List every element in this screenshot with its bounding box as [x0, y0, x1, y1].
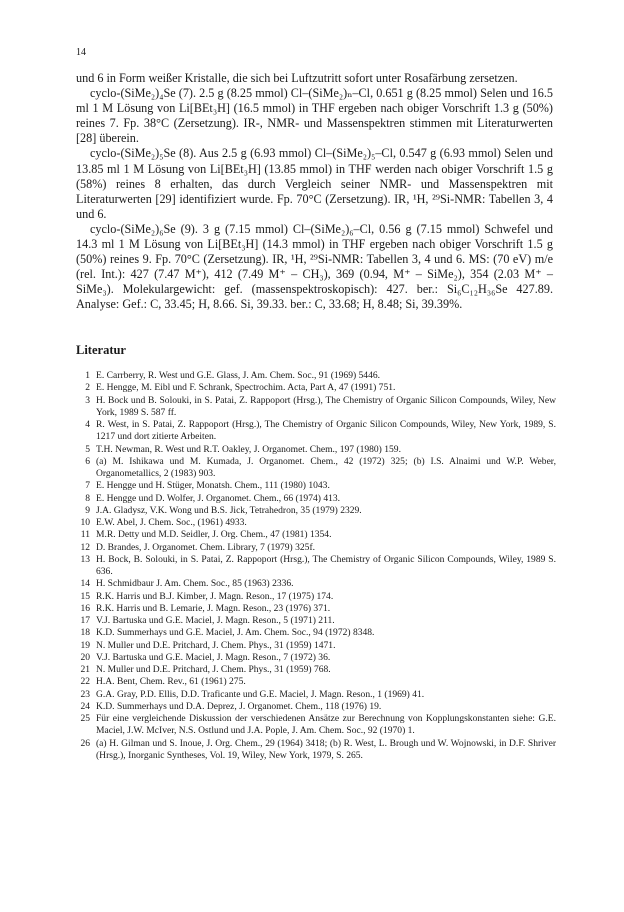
reference-number: 9: [85, 504, 90, 516]
reference-text: R.K. Harris und B.J. Kimber, J. Magn. Reson., 17 (1975) 174.: [96, 590, 334, 602]
reference-text: T.H. Newman, R. West und R.T. Oakley, J. Organomet. Chem., 197 (1980) 159.: [96, 443, 401, 455]
reference-text: E.W. Abel, J. Chem. Soc., (1961) 4933.: [96, 517, 247, 528]
reference-text: H. Bock, B. Solouki, in S. Patai, Z. Rappoport (Hrsg.), The Chemistry of Organic Silicon Compounds, Wiley, 1989 S. 636.: [96, 553, 556, 577]
paragraph-continuation: und 6 in Form weißer Kristalle, die sich bei Luftzutritt sofort unter Rosafärbung zersetzen.: [76, 71, 518, 85]
reference-text: V.J. Bartuska und G.E. Maciel, J. Magn. Reson., 5 (1971) 211.: [96, 615, 335, 626]
reference-item: [76, 480, 556, 492]
reference-number: 15: [80, 590, 90, 602]
reference-item: [76, 676, 556, 688]
reference-item: [76, 542, 556, 554]
reference-text: Für eine vergleichende Diskussion der verschiedenen Ansätze zur Berechnung von Kopplungskonstanten siehe: G.E. Maciel, J.W. McIver, N.S. Ostlund und J.A. Pople, J. Am. Chem. Soc., 92 (1970) 1.: [96, 713, 556, 737]
reference-list: [76, 370, 556, 762]
paragraph-compound-9: cyclo-(SiMe₂)₆Se (9). 3 g (7.15 mmol) Cl–(SiMe₂)₆–Cl, 0.56 g (7.15 mmol) Schwefel und 14.3 ml 1 M Lösung von Li[BEt₃H] (14.3 mmol) in THF ergeben nach obiger Vorschrift 1.5 g (50%) reines 9. Fp. 70°C (Zersetzung). IR, ¹H, ²⁹Si-NMR: Tabellen 3, 4 und 6. MS: (70 eV) m/e (rel. Int.): 427 (7.47 M⁺), 412 (7.49 M⁺ – CH₃), 369 (0.94, M⁺ – SiMe₂), 354 (2.03 M⁺ – SiMe₃). Molekulargewicht: gef. (massenspektroskopisch): 427. ber.: Si₆C₁₂H₃₆Se 427.89. Analyse: Gef.: C, 33.45; H, 8.66. Si, 39.33. ber.: C, 33.68; H, 8.48; Si, 39.39%.: [76, 221, 553, 312]
reference-item: [76, 493, 556, 505]
reference-number: 10: [80, 517, 90, 528]
reference-item: [76, 689, 556, 701]
reference-item: [76, 738, 556, 763]
reference-text: (a) H. Gilman und S. Inoue, J. Org. Chem., 29 (1964) 3418; (b) R. West, L. Brough und W. Wojnowski, in D.F. Shriver (Hrsg.), Inorganic Syntheses, Vol. 19, Wiley, New York, 1979, S. 265.: [96, 737, 556, 761]
reference-item: [76, 529, 556, 541]
reference-text: E. Hengge und D. Wolfer, J. Organomet. Chem., 66 (1974) 413.: [96, 492, 341, 504]
reference-number: 14: [80, 578, 90, 590]
reference-number: 12: [80, 541, 90, 553]
reference-number: 24: [80, 700, 90, 712]
reference-item: [76, 615, 556, 627]
paragraph-compound-8: cyclo-(SiMe₂)₅Se (8). Aus 2.5 g (6.93 mmol) Cl–(SiMe₂)₅–Cl, 0.547 g (6.93 mmol) Selen und 13.85 ml 1 M Lösung von Li[BEt₃H] (13.85 mmol) in THF werden nach obiger Vorschrift 1.5 g (58%) reines 8 erhalten, das durch Vergleich seiner NMR- und Massenspektren mit Literaturwerten [29] identifiziert wurde. Fp. 70°C (Zersetzung). IR, ¹H, ²⁹Si-NMR: Tabellen 3, 4 und 6.: [76, 146, 553, 221]
reference-text: H. Bock und B. Solouki, in S. Patai, Z. Rappoport (Hrsg.), The Chemistry of Organic Silicon Compounds, Wiley, New York, 1989 S. 587 ff.: [96, 394, 556, 418]
paragraph-compound-7: cyclo-(SiMe₂)₄Se (7). 2.5 g (8.25 mmol) Cl–(SiMe₂)ₙ–Cl, 0.651 g (8.25 mmol) Selen und 16.5 ml 1 M Lösung von Li[BEt₃H] (16.5 mmol) in THF ergeben nach obiger Vorschrift 1.3 g (50%) reines 7. Fp. 38°C (Zersetzung). IR-, NMR- und Massenspektren stimmen mit Literaturwerten [28] überein.: [76, 86, 553, 146]
reference-text: R.K. Harris und B. Lemarie, J. Magn. Reson., 23 (1976) 371.: [96, 602, 331, 614]
reference-item: [76, 713, 556, 738]
reference-number: 11: [80, 529, 90, 541]
reference-item: [76, 370, 556, 382]
reference-text: (a) M. Ishikawa und M. Kumada, J. Organomet. Chem., 42 (1972) 325; (b) I.S. Alnaimi und W.P. Weber, Organometallics, 2 (1983) 903.: [96, 455, 556, 479]
references-heading: Literatur: [76, 343, 126, 357]
reference-number: 26: [80, 737, 90, 749]
reference-text: M.R. Detty und M.D. Seidler, J. Org. Chem., 47 (1981) 1354.: [96, 529, 332, 541]
reference-number: 2: [85, 382, 90, 394]
reference-text: E. Hengge und H. Stüger, Monatsh. Chem., 111 (1980) 1043.: [96, 480, 330, 492]
reference-number: 19: [80, 639, 90, 651]
reference-text: K.D. Summerhays und G.E. Maciel, J. Am. Chem. Soc., 94 (1972) 8348.: [96, 627, 375, 639]
reference-item: [76, 505, 556, 517]
reference-number: 17: [80, 615, 90, 626]
reference-number: 23: [80, 688, 90, 700]
reference-item: [76, 578, 556, 590]
reference-text: E. Hengge, M. Eibl und F. Schrank, Spectrochim. Acta, Part A, 47 (1991) 751.: [96, 382, 396, 394]
reference-item: [76, 591, 556, 603]
reference-number: 8: [85, 492, 90, 504]
reference-number: 18: [80, 627, 90, 639]
reference-item: [76, 419, 556, 444]
reference-text: R. West, in S. Patai, Z. Rappoport (Hrsg.), The Chemistry of Organic Silicon Compounds, Wiley, New York, 1989, S. 1217 und dort zitierte Arbeiten.: [96, 419, 556, 443]
reference-number: 7: [85, 480, 90, 492]
reference-number: 3: [85, 394, 90, 406]
reference-number: 6: [85, 455, 90, 467]
reference-item: [76, 382, 556, 394]
reference-item: [76, 554, 556, 579]
reference-item: [76, 395, 556, 420]
page-number: 14: [76, 47, 86, 58]
reference-item: [76, 701, 556, 713]
reference-text: H.A. Bent, Chem. Rev., 61 (1961) 275.: [96, 676, 246, 688]
reference-text: J.A. Gladysz, V.K. Wong und B.S. Jick, Tetrahedron, 35 (1979) 2329.: [96, 504, 362, 516]
reference-text: G.A. Gray, P.D. Ellis, D.D. Traficante und G.E. Maciel, J. Magn. Reson., 1 (1969) 41.: [96, 688, 425, 700]
reference-text: N. Muller und D.E. Pritchard, J. Chem. Phys., 31 (1959) 1471.: [96, 639, 336, 651]
reference-item: [76, 517, 556, 529]
reference-number: 21: [80, 664, 90, 675]
reference-number: 4: [85, 419, 90, 430]
reference-item: [76, 640, 556, 652]
reference-number: 13: [80, 553, 90, 565]
reference-number: 22: [80, 676, 90, 688]
reference-item: [76, 664, 556, 676]
reference-item: [76, 603, 556, 615]
reference-item: [76, 456, 556, 481]
reference-number: 25: [80, 713, 90, 724]
reference-item: [76, 444, 556, 456]
reference-number: 1: [85, 370, 90, 381]
reference-text: D. Brandes, J. Organomet. Chem. Library, 7 (1979) 325f.: [96, 541, 316, 553]
reference-text: V.J. Bartuska und G.E. Maciel, J. Magn. Reson., 7 (1972) 36.: [96, 651, 331, 663]
reference-text: K.D. Summerhays und D.A. Deprez, J. Organomet. Chem., 118 (1976) 19.: [96, 700, 382, 712]
reference-text: H. Schmidbaur J. Am. Chem. Soc., 85 (1963) 2336.: [96, 578, 294, 590]
reference-text: E. Carrberry, R. West und G.E. Glass, J. Am. Chem. Soc., 91 (1969) 5446.: [96, 370, 381, 381]
reference-number: 20: [80, 651, 90, 663]
experimental-text: [76, 71, 553, 313]
reference-item: [76, 627, 556, 639]
reference-number: 5: [85, 443, 90, 455]
reference-item: [76, 652, 556, 664]
reference-text: N. Muller und D.E. Pritchard, J. Chem. Phys., 31 (1959) 768.: [96, 664, 331, 675]
reference-number: 16: [80, 602, 90, 614]
